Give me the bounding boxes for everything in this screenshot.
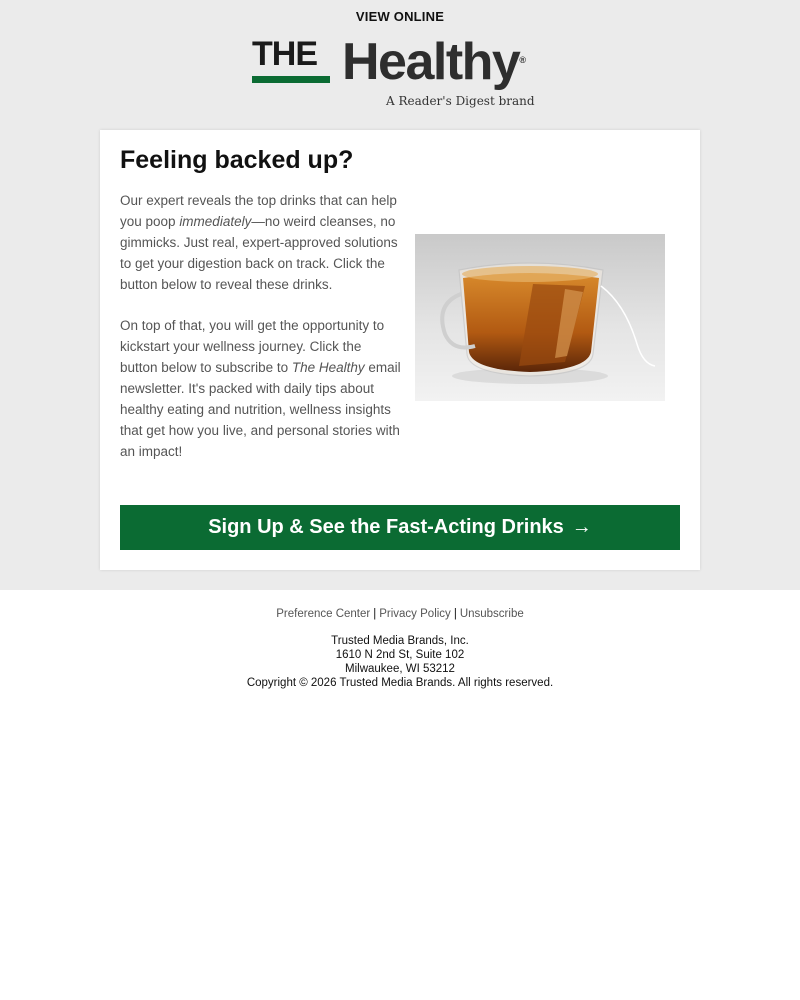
- tea-cup-image[interactable]: [415, 234, 665, 401]
- cta-label: Sign Up & See the Fast-Acting Drinks: [208, 516, 564, 538]
- logo-healthy-text: Healthy®: [342, 33, 525, 91]
- copyright: Copyright © 2026 Trusted Media Brands. All rights reserved.: [246, 677, 554, 689]
- logo-the-text: THE: [252, 35, 317, 73]
- tea-cup-illustration: [415, 234, 665, 401]
- footer-separator: |: [453, 608, 457, 620]
- unsubscribe-link[interactable]: Unsubscribe: [459, 608, 524, 620]
- view-online-link[interactable]: VIEW ONLINE: [355, 9, 445, 24]
- footer: [0, 608, 800, 690]
- company-name: Trusted Media Brands, Inc.: [331, 635, 469, 647]
- privacy-policy-link[interactable]: Privacy Policy: [379, 608, 451, 620]
- the-healthy-logo[interactable]: [252, 33, 552, 112]
- sign-up-cta-button[interactable]: [120, 505, 680, 550]
- preference-center-link[interactable]: Preference Center: [276, 608, 371, 620]
- arrow-right-icon: →: [571, 516, 592, 538]
- company-address: [0, 634, 800, 690]
- paragraph-intro: Our expert reveals the top drinks that can help you poop immediately—no weird cleanses, no gimmicks. Just real, expert-approved solutions to get your digestion back on track. Click the button below to reveal these drinks.: [120, 193, 398, 292]
- footer-separator: |: [373, 608, 377, 620]
- paragraph-newsletter: On top of that, you will get the opportunity to kickstart your wellness journey. Click the button below to subscribe to The Healthy email newsletter. It's packed with daily tips about healthy eating and nutrition, wellness insights that get how you live, and personal stories with an impact!: [120, 318, 401, 459]
- body-text: [120, 190, 402, 482]
- logo-tagline: A Reader's Digest brand: [386, 94, 535, 108]
- page-title: Feeling backed up?: [120, 146, 354, 174]
- street-address: 1610 N 2nd St, Suite 102: [335, 649, 465, 661]
- logo-green-bar: [252, 76, 330, 83]
- city-address: Milwaukee, WI 53212: [345, 663, 455, 675]
- footer-links: [0, 608, 800, 620]
